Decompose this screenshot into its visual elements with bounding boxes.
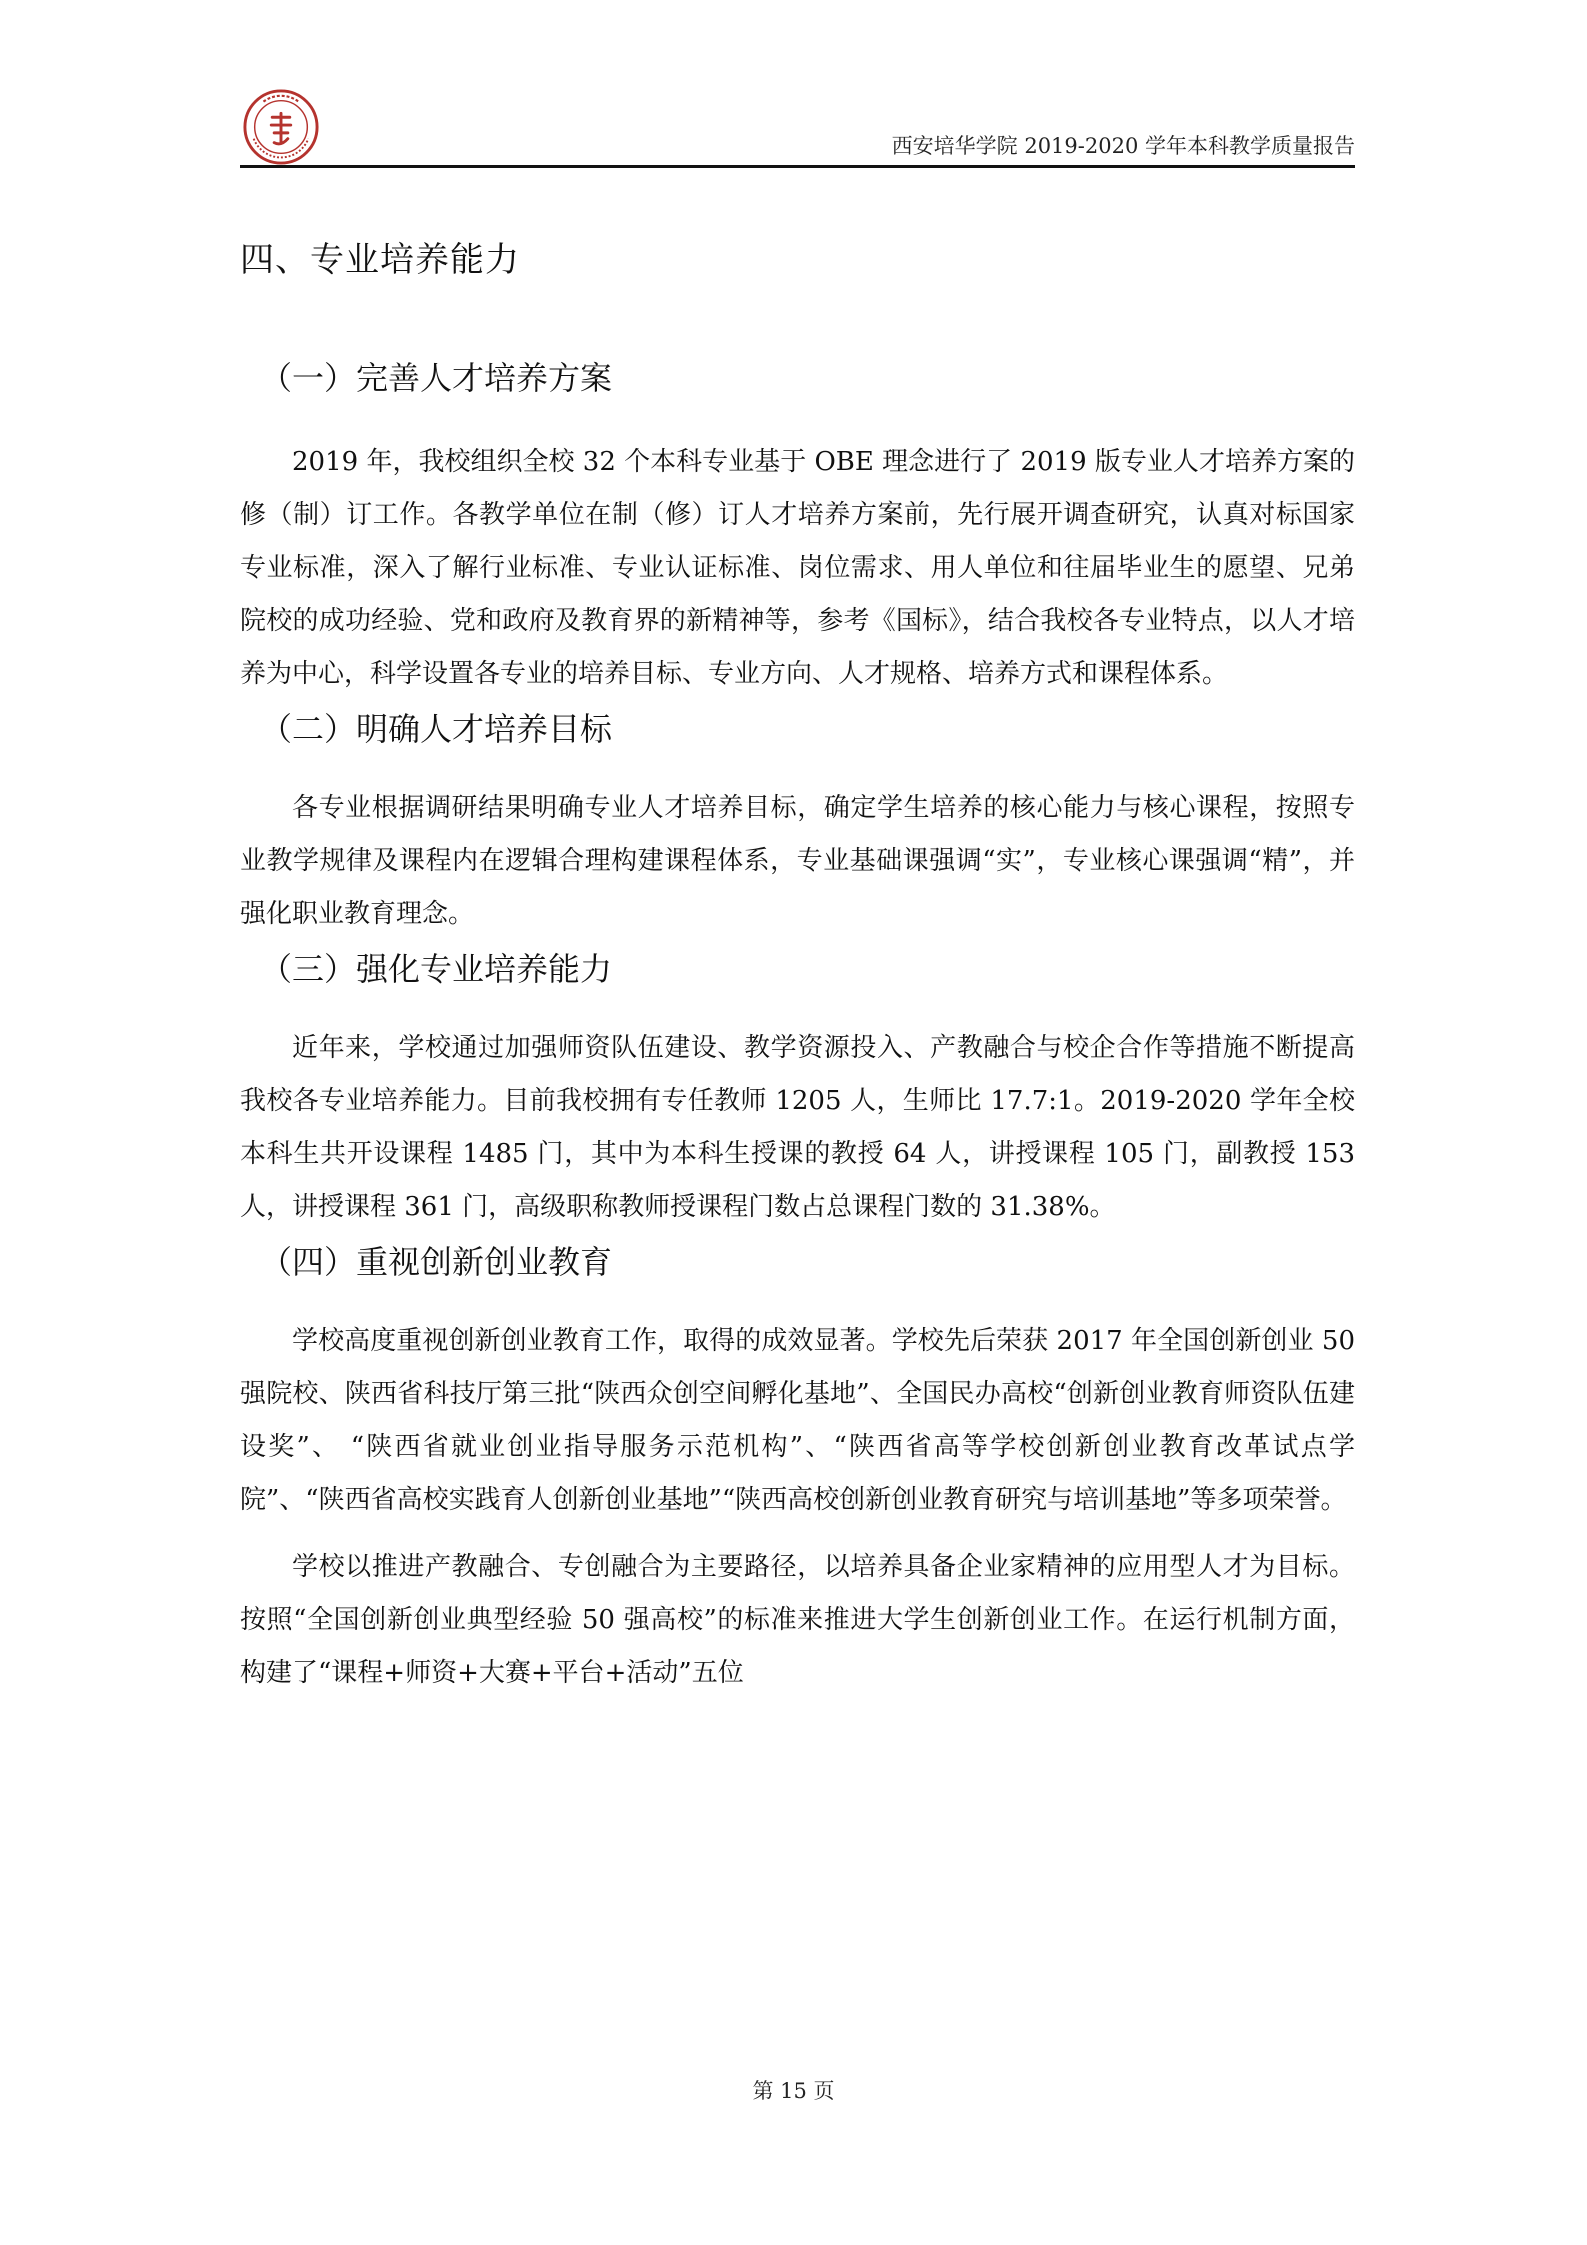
section-2-paragraph: 各专业根据调研结果明确专业人才培养目标，确定学生培养的核心能力与核心课程，按照专业教学规律及课程内在逻辑合理构建课程体系，专业基础课强调“实”，专业核心课强调“精”，并强化职业教育理念。 xyxy=(240,793,1355,929)
section-title-3: （三）强化专业培养能力 xyxy=(260,950,613,988)
section-title-2: （二）明确人才培养目标 xyxy=(260,710,613,748)
page-header xyxy=(240,88,1355,170)
page-number: 第 15 页 xyxy=(752,2079,835,2103)
school-seal-logo xyxy=(242,88,320,166)
section-4-paragraph-1: 学校高度重视创新创业教育工作，取得的成效显著。学校先后荣获 2017 年全国创新创业 50 强院校、陕西省科技厅第三批“陕西众创空间孵化基地”、全国民办高校“创新创业教育师资队伍建设奖”、 “陕西省就业创业指导服务示范机构”、“陕西省高等学校创新创业教育改革试点学院”、“陕西省高校实践育人创新创业基地”“陕西高校创新创业教育研究与培训基地”等多项荣誉。 xyxy=(240,1326,1355,1515)
chapter-title: 四、专业培养能力 xyxy=(240,240,520,280)
header-divider xyxy=(240,165,1355,168)
section-4-paragraph-2: 学校以推进产教融合、专创融合为主要路径，以培养具备企业家精神的应用型人才为目标。按照“全国创新创业典型经验 50 强高校”的标准来推进大学生创新创业工作。在运行机制方面，构建了“课程+师资+大赛+平台+活动”五位 xyxy=(240,1552,1355,1688)
section-3-paragraph: 近年来，学校通过加强师资队伍建设、教学资源投入、产教融合与校企合作等措施不断提高我校各专业培养能力。目前我校拥有专任教师 1205 人，生师比 17.7:1。2019-2020 学年全校本科生共开设课程 1485 门，其中为本科生授课的教授 64 人，讲授课程 105 门，副教授 153 人，讲授课程 361 门，高级职称教师授课程门数占总课程门数的 31.38%。 xyxy=(240,1033,1355,1222)
page-content xyxy=(240,230,1355,1700)
header-title: 西安培华学院 2019-2020 学年本科教学质量报告 xyxy=(891,134,1355,158)
section-title-4: （四）重视创新创业教育 xyxy=(260,1243,613,1281)
section-1-paragraph: 2019 年，我校组织全校 32 个本科专业基于 OBE 理念进行了 2019 版专业人才培养方案的修（制）订工作。各教学单位在制（修）订人才培养方案前，先行展开调查研究，认真对标国家专业标准，深入了解行业标准、专业认证标准、岗位需求、用人单位和往届毕业生的愿望、兄弟院校的成功经验、党和政府及教育界的新精神等，参考《国标》，结合我校各专业特点，以人才培养为中心，科学设置各专业的培养目标、专业方向、人才规格、培养方式和课程体系。 xyxy=(240,447,1355,689)
section-title-1: （一）完善人才培养方案 xyxy=(260,359,613,397)
